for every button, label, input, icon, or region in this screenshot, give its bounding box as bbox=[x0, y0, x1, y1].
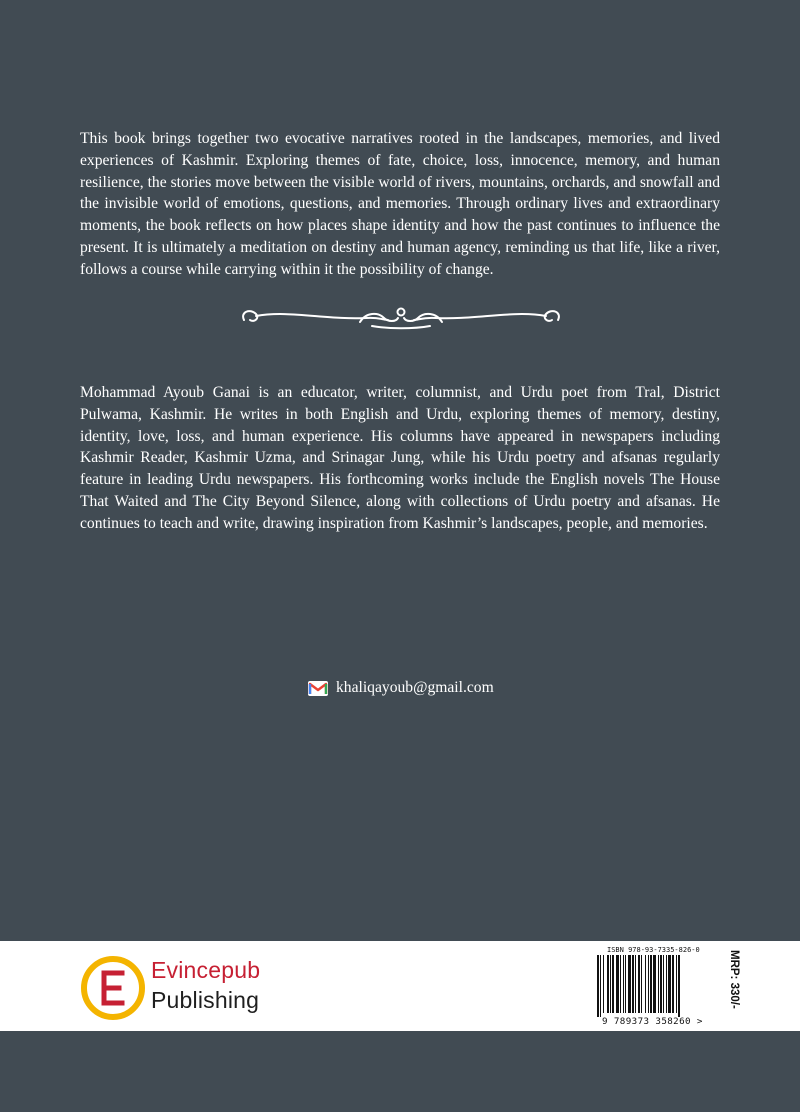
barcode-bar bbox=[676, 955, 677, 1013]
isbn-barcode bbox=[593, 941, 723, 1031]
barcode-bar bbox=[620, 955, 621, 1013]
isbn-label: ISBN 978-93-7335-826-0 bbox=[607, 946, 700, 954]
book-blurb: This book brings together two evocative narratives rooted in the landscapes, memories, and lived experiences of Kashmir. Exploring themes of fate, choice, loss, innocence, memory, and human resilience, the stories move between the visible world of rivers, mountains, orchards, and snowfall and the invisible world of emotions, questions, and memories. Through ordinary lives and extraordinary moments, the book reflects on how places shape identity and how the past continues to influence the present. It is ultimately a meditation on destiny and human agency, reminding us that life, like a river, follows a course while carrying within it the possibility of change. bbox=[80, 130, 720, 278]
barcode-bar bbox=[612, 955, 614, 1013]
barcode-bar bbox=[641, 955, 642, 1013]
barcode-bar bbox=[653, 955, 656, 1013]
price-label: MRP: 330/- bbox=[728, 950, 740, 1009]
barcode-bar bbox=[648, 955, 649, 1013]
barcode-bar bbox=[610, 955, 611, 1013]
barcode-bar bbox=[597, 955, 599, 1017]
barcode-bar bbox=[672, 955, 674, 1013]
ornament-divider-icon bbox=[238, 298, 564, 332]
publisher-footer bbox=[0, 941, 800, 1031]
barcode-bar bbox=[663, 955, 664, 1013]
barcode-bar bbox=[638, 955, 640, 1013]
barcode-bar bbox=[668, 955, 671, 1013]
barcode-bar bbox=[603, 955, 604, 1013]
barcode-bar bbox=[645, 955, 646, 1013]
contact-line bbox=[308, 678, 494, 698]
barcode-bar bbox=[635, 955, 636, 1013]
barcode-bar bbox=[650, 955, 652, 1013]
barcode-bar bbox=[600, 955, 601, 1017]
barcode-bar bbox=[666, 955, 667, 1013]
contact-email[interactable]: khaliqayoub@gmail.com bbox=[336, 679, 494, 696]
barcode-bar bbox=[658, 955, 659, 1013]
barcode-bar bbox=[616, 955, 619, 1013]
publisher-logo-icon bbox=[80, 955, 146, 1021]
barcode-digits: 9 789373 358260 > bbox=[602, 1016, 703, 1027]
barcode-bar bbox=[623, 955, 624, 1013]
barcode-bar bbox=[628, 955, 631, 1013]
barcode-bar bbox=[678, 955, 680, 1017]
publisher-subtitle: Publishing bbox=[151, 987, 260, 1013]
barcode-bar bbox=[625, 955, 626, 1013]
barcode-bars bbox=[593, 955, 723, 1017]
bottom-strip bbox=[0, 1031, 800, 1112]
author-bio: Mohammad Ayoub Ganai is an educator, writer, columnist, and Urdu poet from Tral, District Pulwama, Kashmir. He writes in both English and Urdu, exploring themes of memory, destiny, identity, love, loss, and human experience. His columns have appeared in newspapers including Kashmir Reader, Kashmir Uzma, and Srinagar Jung, while his Urdu poetry and afsanas regularly feature in leading Urdu newspapers. His forthcoming works include the English novels The House That Waited and The City Beyond Silence, along with collections of Urdu poetry and afsanas. He continues to teach and write, drawing inspiration from Kashmir’s landscapes, people, and memories. bbox=[80, 384, 720, 532]
barcode-bar bbox=[632, 955, 634, 1013]
barcode-bar bbox=[660, 955, 662, 1013]
barcode-bar bbox=[607, 955, 609, 1013]
mail-icon bbox=[308, 681, 328, 696]
publisher-name: Evincepub bbox=[151, 957, 261, 983]
